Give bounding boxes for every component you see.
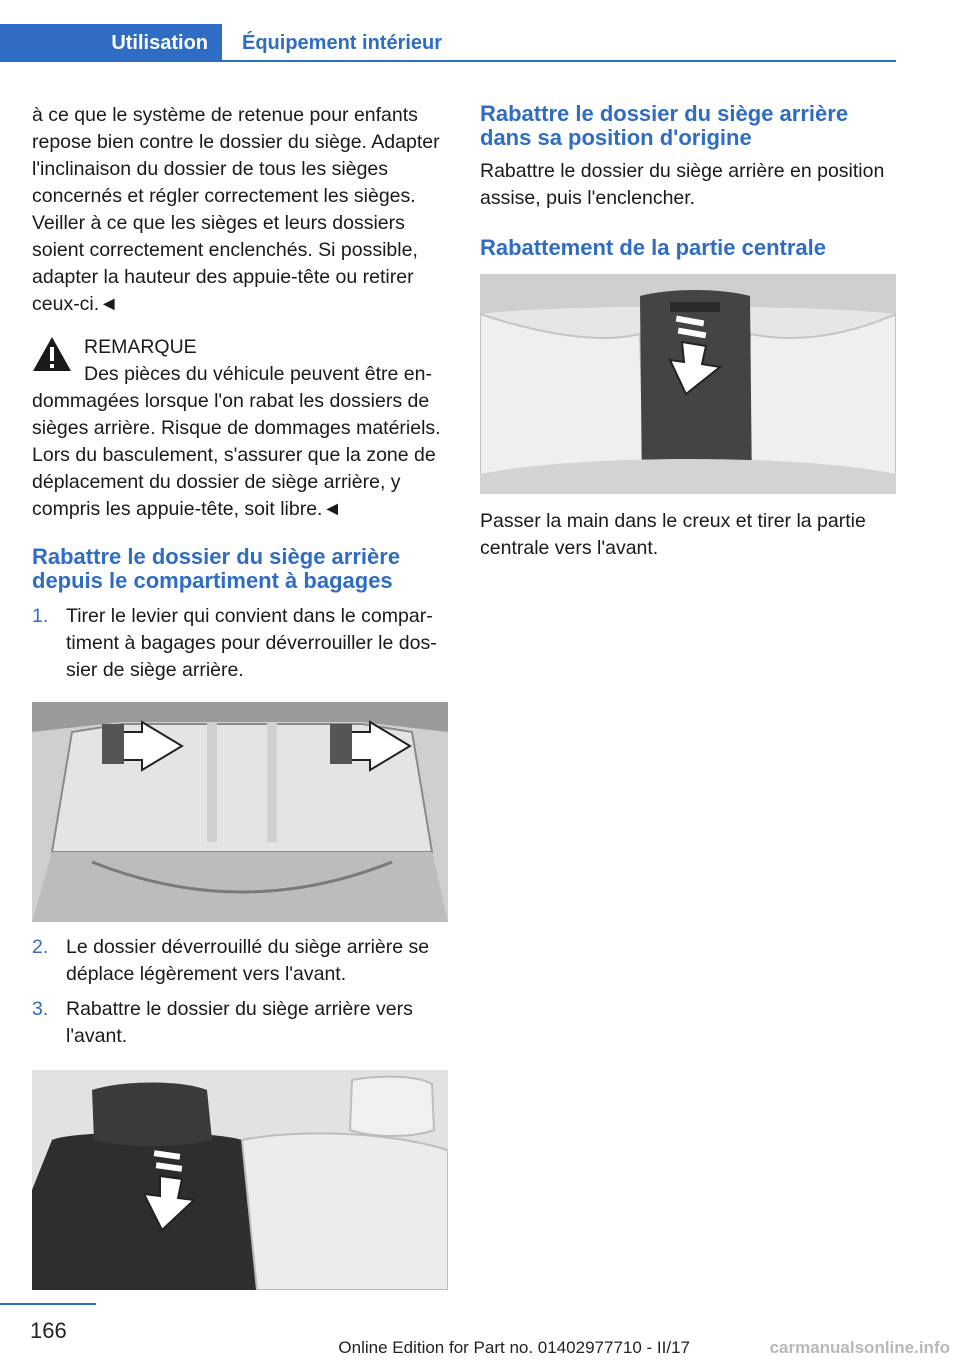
step-item xyxy=(32,996,448,1050)
chapter-tab[interactable] xyxy=(242,24,442,62)
left-column xyxy=(32,102,448,1290)
step-number: 3. xyxy=(32,998,49,1020)
steps-list-1 xyxy=(32,603,448,684)
section-heading-original-position: Rabattre le dossier du siège arrière dans sa position d'origine xyxy=(480,101,849,150)
chapter-label: Équipement intérieur xyxy=(242,31,443,54)
section-tab[interactable] xyxy=(0,24,222,62)
section-heading-center: Rabattement de la partie centrale xyxy=(480,235,827,260)
header-rule xyxy=(222,60,896,62)
page-number: 166 xyxy=(30,1318,67,1343)
steps-list-2 xyxy=(32,934,448,1050)
seat-fold-figure xyxy=(32,1070,448,1290)
center-section-figure xyxy=(480,274,896,494)
intro-paragraph: à ce que le système de retenue pour enfants repose bien contre le dossier du siège. Adapter l'inclinaison du dossier de tous les sièges concernés et régler correctement les sièges. Veiller à ce que les sièges et leurs dossiers soient correctement enclenchés. Si possible, adapter la hauteur des appuie-tête ou retirer ceux-ci.◄ xyxy=(32,104,440,315)
notice-title: REMARQUE xyxy=(84,336,197,358)
warning-triangle-icon xyxy=(32,336,72,372)
section-heading-trunk: Rabattre le dossier du siège arrière depuis le compartiment à bagages xyxy=(32,544,401,593)
trunk-figure xyxy=(32,702,448,922)
watermark-text: carmanualsonline.info xyxy=(769,1338,950,1357)
footer-rule xyxy=(0,1303,96,1305)
step-number: 1. xyxy=(32,605,49,627)
original-position-text: Rabattre le dossier du siège arrière en position assise, puis l'enclencher. xyxy=(480,160,885,209)
step-item xyxy=(32,603,448,684)
step-text: Tirer le levier qui convient dans le compartiment à bagages pour déverrouiller le dossier de siège arrière. xyxy=(66,605,437,681)
step-number: 2. xyxy=(32,936,49,958)
page-header xyxy=(0,0,960,62)
step-item xyxy=(32,934,448,988)
notice-box xyxy=(32,334,448,523)
section-label: Utilisation xyxy=(111,31,208,54)
right-column xyxy=(480,102,896,562)
step-text: Le dossier déverrouillé du siège arrière se déplace légèrement vers l'avant. xyxy=(66,936,430,985)
edition-text: Online Edition for Part no. 01402977710 - II/17 xyxy=(338,1338,690,1357)
notice-text: Des pièces du véhicule peuvent être endommagées lorsque l'on rabat les dossiers de sièges arrière. Risque de dommages matériels. Lors du basculement, s'assurer que la zone de déplacement du dossier de siège arrière, y compris les appuie-tête, soit libre.◄ xyxy=(32,363,441,520)
step-text: Rabattre le dossier du siège arrière vers l'avant. xyxy=(66,998,413,1047)
center-section-text: Passer la main dans le creux et tirer la partie centrale vers l'avant. xyxy=(480,510,866,559)
